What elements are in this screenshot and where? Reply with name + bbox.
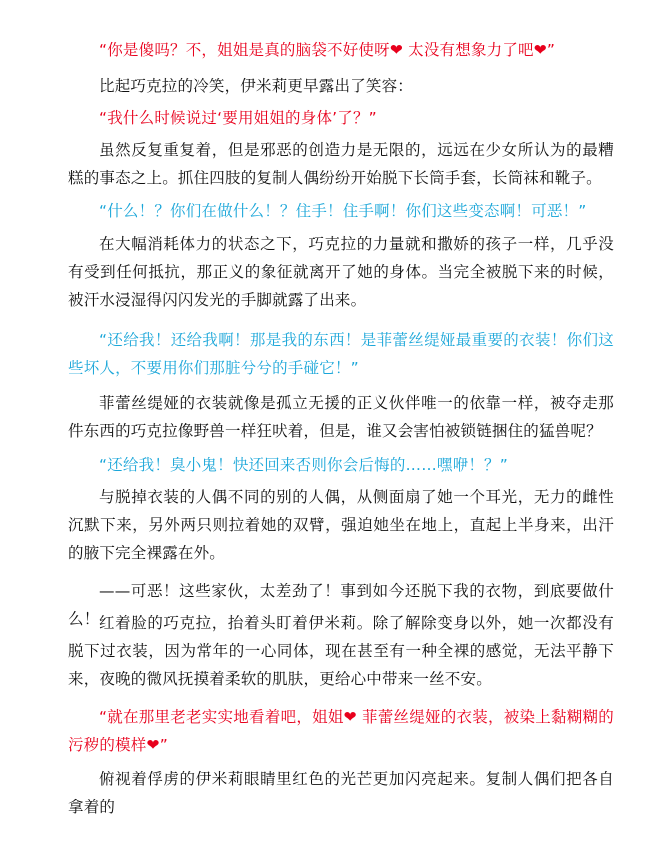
paragraph-11: ——可恶！这些家伙，太差劲了！事到如今还脱下我的衣物，到底要做什么！ [68, 582, 614, 628]
paragraph-3: “我什么时候说过‘要用姐姐的身体’了？” [99, 109, 377, 127]
paragraph-9: “还给我！臭小鬼！快还回来否则你会后悔的……嘿咿！？” [99, 456, 508, 474]
paragraph-14: 俯视着俘虏的伊米莉眼睛里红色的光芒更加闪亮起来。复制人偶们把各自拿着的 [68, 770, 614, 816]
paragraph-6: 在大幅消耗体力的状态之下，巧克拉的力量就和撒娇的孩子一样，几乎没有受到任何抵抗，那正义的象征就离开了她的身体。当完全被脱下来的时候，被汗水浸湿得闪闪发光的手脚就露了出来。 [68, 235, 614, 309]
paragraph-10: 与脱掉衣装的人偶不同的别的人偶，从侧面扇了她一个耳光，无力的雌性沉默下来，另外两只则拉着她的双臂，强迫她坐在地上，直起上半身来，出汗的腋下完全裸露在外。 [68, 488, 614, 562]
paragraph-2: 比起巧克拉的冷笑，伊米莉更早露出了笑容： [99, 77, 414, 95]
paragraph-5: “什么！？你们在做什么！？住手！住手啊！你们这些变态啊！可恶！” [99, 202, 587, 220]
paragraph-7: “还给我！还给我啊！那是我的东西！是菲蕾丝缇娅最重要的衣装！你们这些坏人，不要用你们那脏兮兮的手碰它！” [68, 331, 614, 377]
paragraph-13: “就在那里老老实实地看着吧，姐姐❤ 菲蕾丝缇娅的衣装，被染上黏糊糊的污秽的模样❤” [68, 708, 614, 754]
paragraph-8: 菲蕾丝缇娅的衣装就像是孤立无援的正义伙伴唯一的依靠一样，被夺走那件东西的巧克拉像野兽一样狂吠着，但是，谁又会害怕被锁链捆住的猛兽呢？ [68, 394, 614, 440]
paragraph-4: 虽然反复重复着，但是邪恶的创造力是无限的，远远在少女所认为的最糟糕的事态之上。抓住四肢的复制人偶纷纷开始脱下长筒手套，长筒袜和靴子。 [68, 141, 614, 187]
paragraph-1: “你是傻吗？不，姐姐是真的脑袋不好使呀❤ 太没有想象力了吧❤” [99, 41, 556, 59]
paragraph-12: 红着脸的巧克拉，抬着头盯着伊米莉。除了解除变身以外，她一次都没有脱下过衣装，因为常年的一心同体，现在甚至有一种全裸的感觉，无法平静下来，夜晚的微风抚摸着柔软的肌肤，更给心中带来一丝不安。 [68, 614, 614, 688]
